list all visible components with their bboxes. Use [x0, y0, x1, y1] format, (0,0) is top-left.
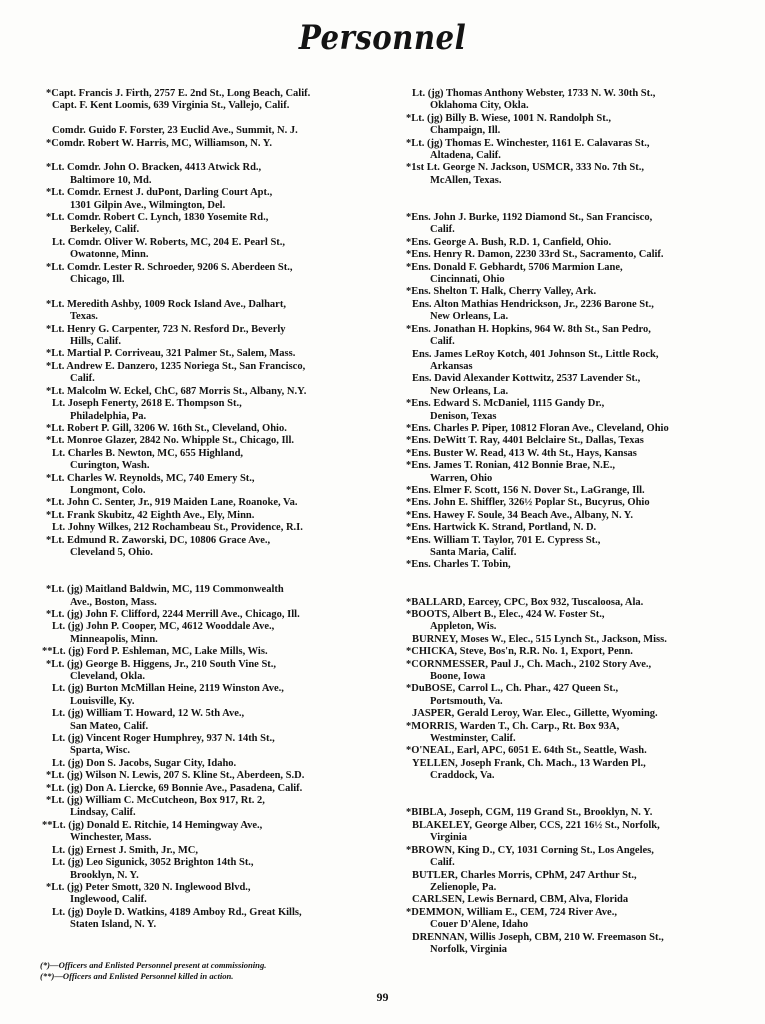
personnel-line: *Ens. Jonathan H. Hopkins, 964 W. 8th St., San Pedro, [406, 323, 651, 335]
personnel-line: *Lt. Andrew E. Danzero, 1235 Noriega St., San Francisco, [46, 360, 306, 372]
personnel-line: Ave., Boston, Mass. [70, 596, 157, 608]
personnel-line: Warren, Ohio [430, 472, 493, 484]
personnel-line: CARLSEN, Lewis Bernard, CBM, Alva, Florida [412, 894, 629, 906]
personnel-line: Sparta, Wisc. [70, 745, 130, 757]
spacer [402, 584, 726, 596]
personnel-line: Cleveland, Okla. [70, 671, 145, 683]
personnel-line: *Lt. (jg) John F. Clifford, 2244 Merrill Ave., Chicago, Ill. [46, 608, 300, 620]
personnel-line: Lt. Joseph Fenerty, 2618 E. Thompson St., [52, 398, 242, 410]
personnel-line: Appleton, Wis. [430, 621, 497, 633]
personnel-line: Ens. David Alexander Kottwitz, 2537 Lavender St., [412, 373, 641, 385]
personnel-line: *Lt. Malcolm W. Eckel, ChC, 687 Morris St., Albany, N.Y. [46, 385, 307, 397]
personnel-line: Lt. Charles B. Newton, MC, 655 Highland, [52, 447, 244, 459]
personnel-line: Lt. (jg) Leo Sigunick, 3052 Brighton 14th St., [52, 857, 254, 869]
personnel-line: Lt. Johny Wilkes, 212 Rochambeau St., Providence, R.I. [52, 522, 303, 534]
personnel-line: Lt. (jg) Burton McMillan Heine, 2119 Winston Ave., [52, 683, 284, 695]
personnel-line: *Ens. Elmer F. Scott, 156 N. Dover St., LaGrange, Ill. [406, 484, 645, 496]
personnel-line: *Lt. Meredith Ashby, 1009 Rock Island Ave., Dalhart, [46, 298, 286, 310]
personnel-line: Westminster, Calif. [430, 733, 516, 745]
personnel-line: Inglewood, Calif. [70, 894, 147, 906]
personnel-line: McAllen, Texas. [430, 174, 502, 186]
personnel-line: Champaign, Ill. [430, 125, 501, 137]
personnel-line: Lt. (jg) Vincent Roger Humphrey, 937 N. 14th St., [52, 733, 275, 745]
personnel-line: Lt. (jg) Doyle D. Watkins, 4189 Amboy Rd., Great Kills, [52, 906, 302, 918]
personnel-line: *Ens. Charles P. Piper, 10812 Floran Ave., Cleveland, Ohio [406, 422, 669, 434]
personnel-line: Lt. (jg) Don S. Jacobs, Sugar City, Idaho. [52, 757, 237, 769]
right-column [402, 88, 726, 956]
personnel-line: Boone, Iowa [430, 671, 486, 683]
personnel-line: *Lt. (jg) Thomas E. Winchester, 1161 E. Calavaras St., [406, 137, 650, 149]
personnel-line: *Ens. James T. Ronian, 412 Bonnie Brae, N.E., [406, 460, 616, 472]
personnel-line: BURNEY, Moses W., Elec., 515 Lynch St., Jackson, Miss. [412, 633, 667, 645]
personnel-line: *Lt. (jg) Don A. Liercke, 69 Bonnie Ave., Pasadena, Calif. [46, 782, 303, 794]
personnel-line: *DuBOSE, Carrol L., Ch. Phar., 427 Queen St., [406, 683, 619, 695]
personnel-line: Capt. F. Kent Loomis, 639 Virginia St., Vallejo, Calif. [52, 100, 290, 112]
personnel-line: Couer D'Alene, Idaho [430, 919, 529, 931]
personnel-line: Texas. [70, 311, 98, 323]
personnel-line: *Ens. Buster W. Read, 413 W. 4th St., Hays, Kansas [406, 447, 637, 459]
personnel-line: *BIBLA, Joseph, CGM, 119 Grand St., Brooklyn, N. Y. [406, 807, 653, 819]
personnel-line: *BROWN, King D., CY, 1031 Corning St., Los Angeles, [406, 844, 654, 856]
personnel-line: Virginia [430, 832, 467, 844]
spacer [402, 200, 726, 212]
personnel-line: Ens. James LeRoy Kotch, 401 Johnson St., Little Rock, [412, 348, 659, 360]
personnel-line: *Lt. (jg) William C. McCutcheon, Box 917, Rt. 2, [46, 795, 265, 807]
spacer [402, 795, 726, 807]
personnel-line: *MORRIS, Warden T., Ch. Carp., Rt. Box 93A, [406, 720, 620, 732]
personnel-line: *Lt. (jg) Peter Smott, 320 N. Inglewood Blvd., [46, 881, 251, 893]
personnel-line: Staten Island, N. Y. [70, 919, 157, 931]
personnel-line: *Ens. John E. Shiffler, 326½ Poplar St., Bucyrus, Ohio [406, 497, 650, 509]
personnel-line: BLAKELEY, George Alber, CCS, 221 16½ St., Norfolk, [412, 819, 660, 831]
personnel-line: Denison, Texas [430, 410, 497, 422]
personnel-line: *CORNMESSER, Paul J., Ch. Mach., 2102 Story Ave., [406, 658, 652, 670]
spacer [402, 187, 726, 199]
personnel-line: *Lt. Comdr. Lester R. Schroeder, 9206 S. Aberdeen St., [46, 261, 293, 273]
spacer [42, 559, 368, 571]
personnel-line: *Lt. Edmund R. Zaworski, DC, 10806 Grace Ave., [46, 534, 271, 546]
personnel-line: *Capt. Francis J. Firth, 2757 E. 2nd St., Long Beach, Calif. [46, 88, 311, 99]
personnel-line: Hills, Calif. [70, 336, 122, 348]
personnel-line: Cincinnati, Ohio [430, 274, 505, 286]
personnel-line: Lt. (jg) William T. Howard, 12 W. 5th Ave., [52, 708, 245, 720]
personnel-line: *Lt. (jg) Wilson N. Lewis, 207 S. Kline St., Aberdeen, S.D. [46, 770, 305, 782]
spacer [402, 572, 726, 584]
spacer [42, 150, 368, 162]
personnel-line: Minneapolis, Minn. [70, 633, 158, 645]
personnel-line: 1301 Gilpin Ave., Wilmington, Del. [70, 199, 226, 211]
personnel-line: *DEMMON, William E., CEM, 724 River Ave., [406, 906, 617, 918]
personnel-line: New Orleans, La. [430, 385, 509, 397]
spacer [42, 113, 368, 125]
personnel-line: *Ens. John J. Burke, 1192 Diamond St., San Francisco, [406, 212, 653, 224]
personnel-line: Philadelphia, Pa. [70, 410, 147, 422]
personnel-line: *Lt. Martial P. Corriveau, 321 Palmer St., Salem, Mass. [46, 348, 296, 360]
personnel-line: YELLEN, Joseph Frank, Ch. Mach., 13 Warden Pl., [412, 757, 646, 769]
personnel-line: *Lt. Charles W. Reynolds, MC, 740 Emery St., [46, 472, 255, 484]
personnel-line: *Lt. (jg) George B. Higgens, Jr., 210 South Vine St., [46, 658, 277, 670]
personnel-line: Lt. (jg) Thomas Anthony Webster, 1733 N. W. 30th St., [412, 88, 656, 99]
personnel-line: BUTLER, Charles Morris, CPhM, 247 Arthur St., [412, 869, 637, 881]
footnote-killed: (**)—Officers and Enlisted Personnel killed in action. [40, 971, 234, 981]
spacer [402, 783, 726, 795]
personnel-line: *Lt. Frank Skubitz, 42 Eighth Ave., Ely, Minn. [46, 509, 255, 521]
personnel-line: *Ens. Donald F. Gebhardt, 5706 Marmion Lane, [406, 261, 623, 273]
personnel-line: Lt. (jg) John P. Cooper, MC, 4612 Wooddale Ave., [52, 621, 275, 633]
personnel-line: *Lt. Monroe Glazer, 2842 No. Whipple St., Chicago, Ill. [46, 435, 295, 447]
personnel-line: Ens. Alton Mathias Hendrickson, Jr., 2236 Barone St., [412, 298, 654, 310]
footnote-commissioning: (*)—Officers and Enlisted Personnel present at commissioning. [40, 960, 267, 970]
page-title: Personnel [298, 18, 467, 58]
personnel-line: Lindsay, Calif. [70, 807, 136, 819]
personnel-line: *Ens. Edward S. McDaniel, 1115 Gandy Dr., [406, 398, 605, 410]
personnel-line: Altadena, Calif. [430, 150, 501, 162]
personnel-line: *CHICKA, Steve, Bos'n, R.R. No. 1, Export, Penn. [406, 646, 633, 658]
left-column [42, 88, 368, 932]
personnel-line: Calif. [430, 336, 455, 348]
personnel-line: *BALLARD, Earcey, CPC, Box 932, Tuscaloosa, Ala. [406, 596, 644, 608]
personnel-line: Curington, Wash. [70, 460, 150, 472]
personnel-line: *Lt. (jg) Billy B. Wiese, 1001 N. Randolph St., [406, 112, 611, 124]
personnel-line: *Ens. Hartwick K. Strand, Portland, N. D. [406, 522, 597, 534]
personnel-line: *1st Lt. George N. Jackson, USMCR, 333 No. 7th St., [406, 162, 644, 174]
personnel-line: San Mateo, Calif. [70, 720, 149, 732]
personnel-line: *Ens. Charles T. Tobin, [406, 559, 511, 571]
personnel-line: Baltimore 10, Md. [70, 174, 152, 186]
personnel-line: Calif. [430, 857, 455, 869]
personnel-line: Santa Maria, Calif. [430, 547, 517, 558]
page-number: 99 [376, 990, 389, 1004]
personnel-line: Chicago, Ill. [70, 274, 125, 286]
personnel-line: Zelienople, Pa. [430, 881, 497, 893]
spacer [42, 572, 368, 584]
personnel-line: *Lt. (jg) Maitland Baldwin, MC, 119 Commonwealth [46, 584, 284, 596]
personnel-line: *Lt. John C. Senter, Jr., 919 Maiden Lane, Roanoke, Va. [46, 497, 298, 509]
personnel-line: DRENNAN, Willis Joseph, CBM, 210 W. Freemason St., [412, 931, 664, 943]
personnel-line: *Ens. Henry R. Damon, 2230 33rd St., Sacramento, Calif. [406, 249, 664, 261]
personnel-line: Lt. Comdr. Oliver W. Roberts, MC, 204 E. Pearl St., [52, 236, 286, 248]
personnel-line: *BOOTS, Albert B., Elec., 424 W. Foster St., [406, 609, 605, 620]
personnel-line: *Ens. William T. Taylor, 701 E. Cypress St., [406, 534, 601, 546]
personnel-line: *Comdr. Robert W. Harris, MC, Williamson, N. Y. [46, 137, 272, 149]
personnel-line: *Ens. DeWitt T. Ray, 4401 Belclaire St., Dallas, Texas [406, 435, 644, 447]
personnel-line: *Ens. Shelton T. Halk, Cherry Valley, Ark. [406, 286, 597, 298]
personnel-line: Brooklyn, N. Y. [70, 869, 139, 881]
personnel-line: *O'NEAL, Earl, APC, 6051 E. 64th St., Seattle, Wash. [406, 745, 647, 757]
personnel-line: *Lt. Henry G. Carpenter, 723 N. Resford Dr., Beverly [46, 323, 286, 335]
personnel-line: Oklahoma City, Okla. [430, 100, 529, 112]
personnel-line: Portsmouth, Va. [430, 695, 503, 707]
personnel-line: Calif. [430, 224, 455, 236]
personnel-line: *Lt. Comdr. John O. Bracken, 4413 Atwick Rd., [46, 162, 262, 174]
personnel-line: *Ens. George A. Bush, R.D. 1, Canfield, Ohio. [406, 236, 612, 248]
personnel-line: Owatonne, Minn. [70, 249, 149, 261]
personnel-line: *Lt. Comdr. Ernest J. duPont, Darling Court Apt., [46, 187, 273, 199]
personnel-line: *Ens. Hawey F. Soule, 34 Beach Ave., Albany, N. Y. [406, 509, 634, 521]
spacer [42, 286, 368, 298]
personnel-line: Berkeley, Calif. [70, 224, 140, 236]
personnel-line: Norfolk, Virginia [430, 943, 508, 955]
personnel-line: Longmont, Colo. [70, 484, 146, 496]
personnel-line: Cleveland 5, Ohio. [70, 546, 153, 558]
personnel-line: **Lt. (jg) Donald E. Ritchie, 14 Hemingway Ave., [42, 819, 263, 831]
footnotes [40, 960, 266, 982]
personnel-line: Lt. (jg) Ernest J. Smith, Jr., MC, [52, 844, 199, 856]
personnel-line: *Lt. Comdr. Robert C. Lynch, 1830 Yosemite Rd., [46, 212, 269, 224]
personnel-line: *Lt. Robert P. Gill, 3206 W. 16th St., Cleveland, Ohio. [46, 422, 287, 434]
personnel-line: Comdr. Guido F. Forster, 23 Euclid Ave., Summit, N. J. [52, 125, 298, 137]
personnel-line: Arkansas [430, 360, 473, 372]
personnel-line: Winchester, Mass. [70, 832, 152, 844]
personnel-line: Louisville, Ky. [70, 695, 135, 707]
personnel-line: JASPER, Gerald Leroy, War. Elec., Gillette, Wyoming. [412, 708, 658, 720]
personnel-line: Craddock, Va. [430, 770, 495, 782]
personnel-line: Calif. [70, 373, 95, 385]
personnel-line: **Lt. (jg) Ford P. Eshleman, MC, Lake Mills, Wis. [42, 646, 268, 658]
personnel-line: New Orleans, La. [430, 311, 509, 323]
